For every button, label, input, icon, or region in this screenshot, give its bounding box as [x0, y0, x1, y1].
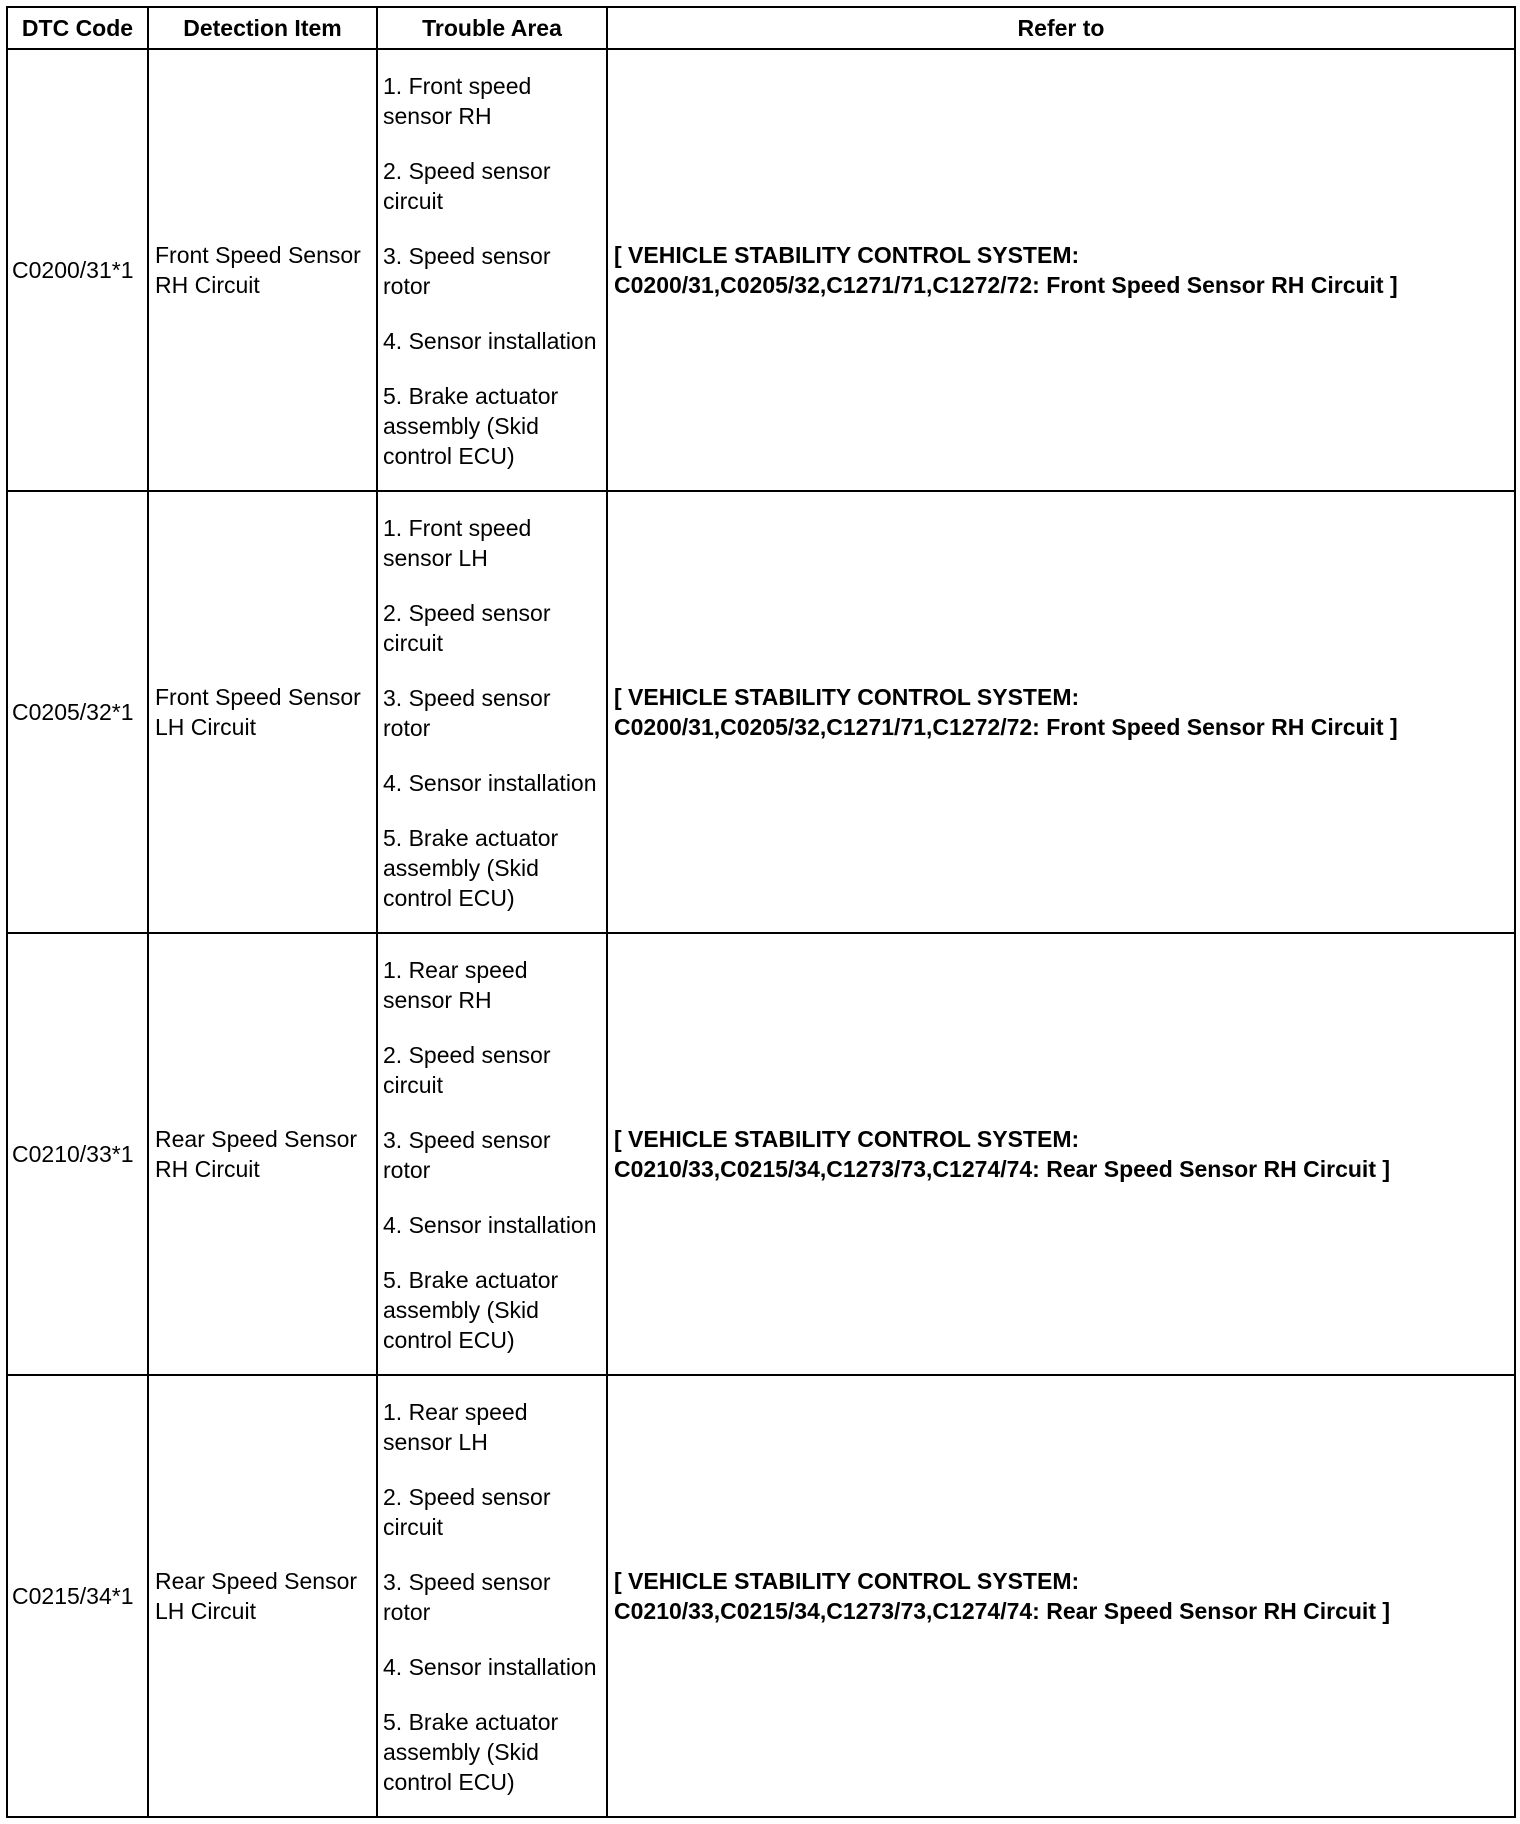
trouble-area-item: 1. Front speed sensor RH: [383, 73, 532, 129]
dtc-code-cell: C0210/33*1: [7, 933, 148, 1375]
trouble-area-item: 3. Speed sensor rotor: [383, 1569, 551, 1625]
trouble-area-cell: [377, 49, 607, 491]
refer-link-line2[interactable]: C0210/33,C0215/34,C1273/73,C1274/74: Rear Speed Sensor RH Circuit ]: [614, 1598, 1391, 1624]
trouble-area-item: 2. Speed sensor circuit: [383, 600, 551, 656]
trouble-area-item: 5. Brake actuator assembly (Skid control ECU): [383, 383, 559, 469]
trouble-area-item: 5. Brake actuator assembly (Skid control ECU): [383, 1709, 559, 1795]
trouble-area-item: 1. Front speed sensor LH: [383, 515, 532, 571]
refer-link-line1[interactable]: [ VEHICLE STABILITY CONTROL SYSTEM:: [614, 1568, 1080, 1594]
trouble-area-item: 5. Brake actuator assembly (Skid control ECU): [383, 825, 559, 911]
trouble-area-item: 2. Speed sensor circuit: [383, 158, 551, 214]
detection-item-cell: Rear Speed Sensor RH Circuit: [148, 933, 377, 1375]
detection-item-cell: Rear Speed Sensor LH Circuit: [148, 1375, 377, 1817]
refer-link-line1[interactable]: [ VEHICLE STABILITY CONTROL SYSTEM:: [614, 684, 1080, 710]
table-header-row: [7, 7, 1515, 49]
trouble-area-item: 1. Rear speed sensor LH: [383, 1399, 528, 1455]
table-row: [7, 1375, 1515, 1817]
refer-link-line1[interactable]: [ VEHICLE STABILITY CONTROL SYSTEM:: [614, 1126, 1080, 1152]
dtc-code-cell: C0215/34*1: [7, 1375, 148, 1817]
trouble-area-item: 1. Rear speed sensor RH: [383, 957, 528, 1013]
header-detection-item: Detection Item: [148, 7, 377, 49]
trouble-area-item: 4. Sensor installation: [383, 328, 597, 354]
dtc-code-cell: C0205/32*1: [7, 491, 148, 933]
trouble-area-item: 4. Sensor installation: [383, 1212, 597, 1238]
trouble-area-item: 3. Speed sensor rotor: [383, 243, 551, 299]
refer-link-line2[interactable]: C0210/33,C0215/34,C1273/73,C1274/74: Rear Speed Sensor RH Circuit ]: [614, 1156, 1391, 1182]
header-refer-to: Refer to: [607, 7, 1515, 49]
trouble-area-item: 2. Speed sensor circuit: [383, 1484, 551, 1540]
trouble-area-item: 5. Brake actuator assembly (Skid control ECU): [383, 1267, 559, 1353]
refer-to-cell: [607, 933, 1515, 1375]
trouble-area-cell: [377, 491, 607, 933]
detection-item-cell: Front Speed Sensor RH Circuit: [148, 49, 377, 491]
refer-to-cell: [607, 491, 1515, 933]
trouble-area-cell: [377, 1375, 607, 1817]
refer-link-line1[interactable]: [ VEHICLE STABILITY CONTROL SYSTEM:: [614, 242, 1080, 268]
trouble-area-item: 2. Speed sensor circuit: [383, 1042, 551, 1098]
table-row: [7, 49, 1515, 491]
refer-link-line2[interactable]: C0200/31,C0205/32,C1271/71,C1272/72: Front Speed Sensor RH Circuit ]: [614, 714, 1398, 740]
trouble-area-item: 4. Sensor installation: [383, 1654, 597, 1680]
refer-to-cell: [607, 1375, 1515, 1817]
header-trouble-area: Trouble Area: [377, 7, 607, 49]
detection-item-cell: Front Speed Sensor LH Circuit: [148, 491, 377, 933]
trouble-area-item: 3. Speed sensor rotor: [383, 685, 551, 741]
table-row: [7, 933, 1515, 1375]
trouble-area-item: 4. Sensor installation: [383, 770, 597, 796]
refer-link-line2[interactable]: C0200/31,C0205/32,C1271/71,C1272/72: Front Speed Sensor RH Circuit ]: [614, 272, 1398, 298]
header-dtc-code: DTC Code: [7, 7, 148, 49]
trouble-area-cell: [377, 933, 607, 1375]
trouble-area-item: 3. Speed sensor rotor: [383, 1127, 551, 1183]
table-row: [7, 491, 1515, 933]
dtc-code-cell: C0200/31*1: [7, 49, 148, 491]
refer-to-cell: [607, 49, 1515, 491]
dtc-table: [6, 6, 1516, 1818]
